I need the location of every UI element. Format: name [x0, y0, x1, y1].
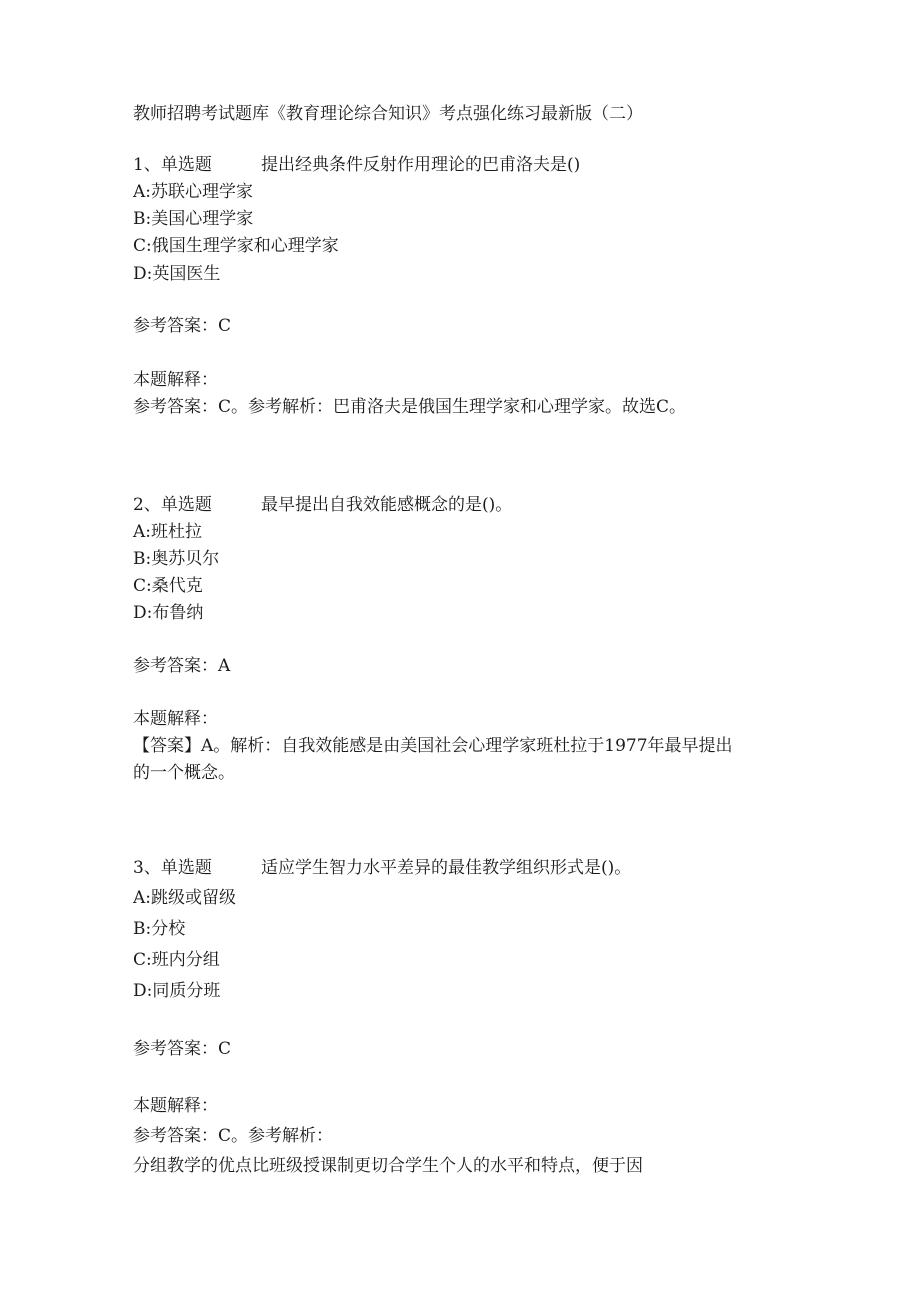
question-2-explanation-label: 本题解释：	[133, 709, 218, 729]
question-1-option-c: C:俄国生理学家和心理学家	[133, 236, 339, 256]
question-2-header	[133, 497, 512, 514]
question-1-type: 1、单选题	[133, 155, 212, 175]
question-1-option-d: D:英国医生	[133, 264, 221, 284]
question-1-explanation-label: 本题解释：	[133, 370, 218, 390]
question-2-explanation-line-1: 【答案】A。解析：自我效能感是由美国社会心理学家班杜拉于1977年最早提出	[133, 736, 733, 756]
question-2-type: 2、单选题	[133, 495, 212, 515]
question-3-option-d: D:同质分班	[133, 981, 221, 1001]
question-1-header	[133, 157, 580, 174]
question-2-answer: 参考答案：A	[133, 656, 231, 676]
question-2-option-d: D:布鲁纳	[133, 603, 204, 623]
question-3-explanation-label: 本题解释：	[133, 1096, 218, 1116]
question-3-stem: 适应学生智力水平差异的最佳教学组织形式是()。	[261, 858, 632, 878]
question-3-explanation-line-2: 分组教学的优点比班级授课制更切合学生个人的水平和特点，便于因	[133, 1156, 643, 1176]
question-1-explanation-line-1: 参考答案：C。参考解析：巴甫洛夫是俄国生理学家和心理学家。故选C。	[133, 397, 687, 417]
question-1-option-a: A:苏联心理学家	[133, 182, 254, 202]
question-3-option-a: A:跳级或留级	[133, 888, 237, 908]
question-3-type: 3、单选题	[133, 858, 212, 878]
question-2-option-a: A:班杜拉	[133, 522, 203, 542]
question-1-stem: 提出经典条件反射作用理论的巴甫洛夫是()	[261, 155, 581, 175]
question-3-explanation-line-1: 参考答案：C。参考解析：	[133, 1126, 334, 1146]
question-2-stem: 最早提出自我效能感概念的是()。	[261, 495, 513, 515]
question-3-option-b: B:分校	[133, 919, 186, 939]
question-3-answer: 参考答案：C	[133, 1039, 232, 1059]
question-2-option-c: C:桑代克	[133, 576, 203, 596]
question-2-explanation-line-2: 的一个概念。	[133, 763, 235, 783]
question-1-option-b: B:美国心理学家	[133, 209, 254, 229]
question-3-header	[133, 860, 631, 877]
question-2-option-b: B:奥苏贝尔	[133, 549, 220, 569]
question-1-answer: 参考答案：C	[133, 316, 232, 336]
document-title: 教师招聘考试题库《教育理论综合知识》考点强化练习最新版（二）	[133, 104, 643, 124]
question-3-option-c: C:班内分组	[133, 950, 220, 970]
